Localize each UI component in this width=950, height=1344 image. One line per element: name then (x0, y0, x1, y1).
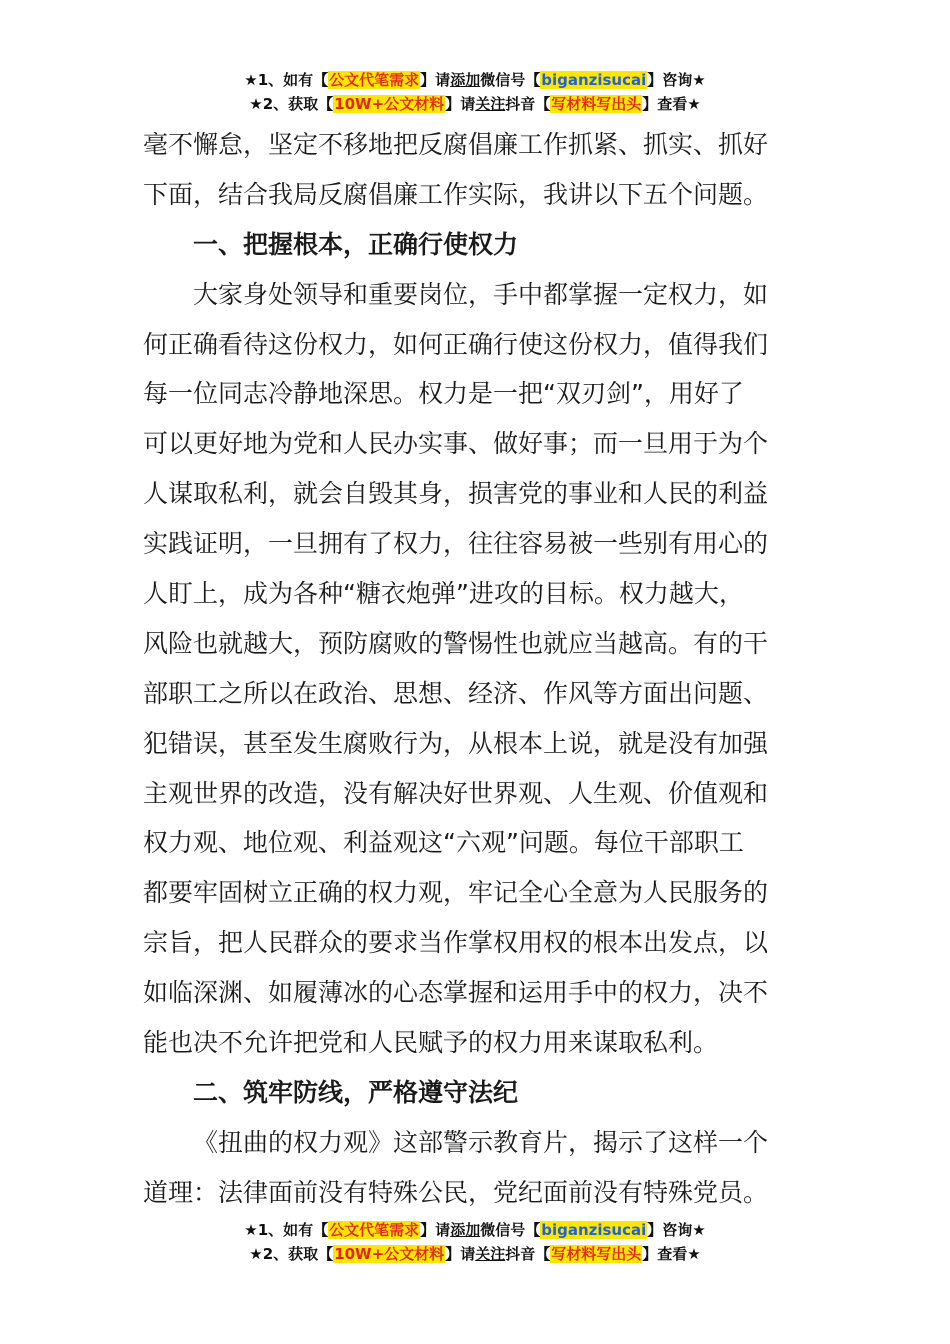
section-heading: 二、筑牢防线，严格遵守法纪 (193, 1077, 519, 1107)
body-line: 实践证明，一旦拥有了权力，往往容易被一些别有用心的 (143, 529, 769, 559)
banner-text: 抖音【 (505, 95, 551, 113)
body-line: 部职工之所以在政治、思想、经济、作风等方面出问题、 (143, 678, 769, 708)
wechat-id: biganzisucai (541, 71, 647, 89)
banner-text: 】咨询★ (647, 1221, 706, 1239)
banner-highlight: 公文代笔需求 (329, 1221, 420, 1239)
banner-line-2 (0, 92, 950, 116)
banner-highlight: 10W+公文材料 (334, 95, 445, 113)
banner-underlined: 添加 (450, 1221, 481, 1239)
body-line: 人谋取私利，就会自毁其身，损害党的事业和人民的利益 (143, 479, 769, 509)
douyin-account: 写材料写出头 (551, 95, 642, 113)
banner-text: 】请 (445, 95, 476, 113)
banner-text: 】请 (445, 1245, 476, 1263)
body-line: 风险也就越大，预防腐败的警惕性也就应当越高。有的干 (143, 628, 769, 658)
body-line: 主观世界的改造，没有解决好世界观、人生观、价值观和 (143, 778, 769, 808)
banner-line-1 (0, 1218, 950, 1242)
body-line: 可以更好地为党和人民办实事、做好事；而一旦用于为个 (143, 429, 769, 459)
banner-underlined: 添加 (450, 71, 481, 89)
banner-line-1 (0, 68, 950, 92)
douyin-account: 写材料写出头 (551, 1245, 642, 1263)
body-line: 毫不懈怠，坚定不移地把反腐倡廉工作抓紧、抓实、抓好 (143, 130, 769, 159)
banner-text: 】请 (420, 71, 451, 89)
banner-text: ★1、如有【 (244, 1221, 329, 1239)
banner-underlined: 关注 (475, 95, 506, 113)
body-line: 何正确看待这份权力，如何正确行使这份权力，值得我们 (143, 329, 769, 359)
banner-text: 】查看★ (642, 95, 701, 113)
body-line: 犯错误，甚至发生腐败行为，从根本上说，就是没有加强 (143, 728, 769, 758)
banner-text: 微信号【 (480, 1221, 541, 1239)
banner-text: ★2、获取【 (249, 1245, 334, 1263)
body-line: 如临深渊、如履薄冰的心态掌握和运用手中的权力，决不 (143, 978, 769, 1008)
banner-text: 】咨询★ (647, 71, 706, 89)
banner-highlight: 10W+公文材料 (334, 1245, 445, 1263)
footer-banner (0, 1218, 950, 1266)
header-banner (0, 68, 950, 116)
banner-text: ★1、如有【 (244, 71, 329, 89)
body-line: 道理：法律面前没有特殊公民，党纪面前没有特殊党员。 (143, 1177, 769, 1207)
body-line: 权力观、地位观、利益观这“六观”问题。每位干部职工 (143, 828, 744, 858)
banner-text: ★2、获取【 (249, 95, 334, 113)
body-line: 人盯上，成为各种“糖衣炮弹”进攻的目标。权力越大， (143, 579, 744, 609)
body-line: 宗旨，把人民群众的要求当作掌权用权的根本出发点，以 (143, 928, 769, 958)
section-heading: 一、把握根本，正确行使权力 (193, 229, 519, 259)
banner-line-2 (0, 1242, 950, 1266)
wechat-id: biganzisucai (541, 1221, 647, 1239)
banner-text: 】请 (420, 1221, 451, 1239)
body-line: 每一位同志冷静地深思。权力是一把“双刃剑”，用好了 (143, 379, 744, 409)
banner-text: 抖音【 (505, 1245, 551, 1263)
banner-text: 微信号【 (480, 71, 541, 89)
body-line: 能也决不允许把党和人民赋予的权力用来谋取私利。 (143, 1028, 719, 1058)
body-line: 《扭曲的权力观》这部警示教育片，揭示了这样一个 (193, 1127, 769, 1157)
body-line: 都要牢固树立正确的权力观，牢记全心全意为人民服务的 (143, 878, 769, 908)
document-body (143, 120, 808, 1218)
banner-underlined: 关注 (475, 1245, 506, 1263)
body-line: 大家身处领导和重要岗位，手中都掌握一定权力，如 (193, 279, 769, 309)
banner-text: 】查看★ (642, 1245, 701, 1263)
body-line: 下面，结合我局反腐倡廉工作实际，我讲以下五个问题。 (143, 179, 769, 209)
banner-highlight: 公文代笔需求 (329, 71, 420, 89)
